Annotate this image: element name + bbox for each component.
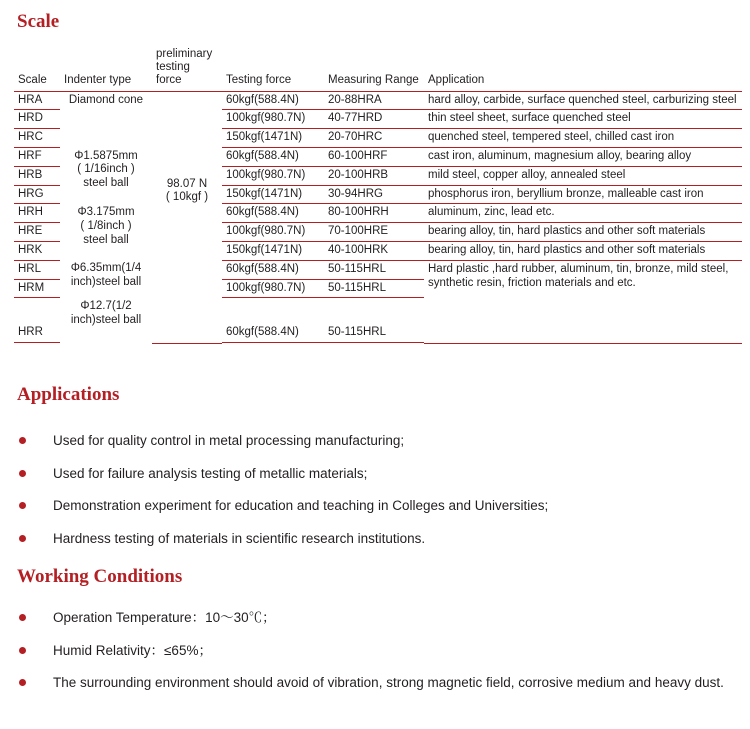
list-item [17,529,727,549]
list-item [17,496,727,516]
indenter-line2: inch)steel ball [70,276,142,289]
table-row [14,204,742,223]
cell-indenter-diamond: Diamond cone [68,93,144,106]
cell-indenter-ball-1-16 [60,148,152,204]
cell-application-merged: Hard plastic ,hard rubber, aluminum, tin, bronze, mild steel, synthetic resin, friction materials and etc. [428,262,729,289]
table-row [14,260,742,279]
list-item-label: The surrounding environment should avoid of vibration, strong magnetic field, corrosive medium and heavy dust. [53,675,724,691]
list-item-label: Demonstration experiment for education and teaching in Colleges and Universities; [53,498,549,514]
cell-application: quenched steel, tempered steel, chilled cast iron [424,129,742,148]
cell-measuring-range: 70-100HRE [324,223,424,242]
cell-measuring-range: 50-115HRL [324,260,424,279]
cell-testing-force: 60kgf(588.4N) [222,91,324,110]
preliminary-force-line2: ( 10kgf ) [165,191,209,204]
cell-measuring-range: 50-115HRL [324,298,424,343]
cell-measuring-range: 40-77HRD [324,110,424,129]
cell-testing-force: 100kgf(980.7N) [222,279,324,298]
bullet-dot-icon [19,614,26,621]
cell-measuring-range: 20-100HRB [324,166,424,185]
cell-scale: HRA [14,91,60,110]
cell-scale: HRG [14,185,60,204]
cell-scale: HRB [14,166,60,185]
page-title-scale: Scale [17,11,60,32]
bullet-dot-icon [19,679,26,686]
cell-testing-force: 60kgf(588.4N) [222,298,324,343]
indenter-line3: steel ball [83,233,129,246]
column-header-testing-force: Testing force [222,47,324,91]
cell-application: bearing alloy, tin, hard plastics and other soft materials [424,223,742,242]
cell-measuring-range: 40-100HRK [324,242,424,261]
list-item-label: Used for failure analysis testing of metallic materials; [53,465,368,481]
list-item [17,641,727,661]
cell-preliminary-force [152,91,222,343]
applications-list [17,431,727,561]
cell-testing-force: 60kgf(588.4N) [222,260,324,279]
cell-testing-force: 60kgf(588.4N) [222,204,324,223]
cell-indenter-ball-1-2 [60,298,152,343]
list-item-label: Humid Relativity：≤65%； [53,642,212,658]
cell-measuring-range: 30-94HRG [324,185,424,204]
cell-measuring-range: 20-88HRA [324,91,424,110]
cell-testing-force: 150kgf(1471N) [222,242,324,261]
cell-application: aluminum, zinc, lead etc. [424,204,742,223]
indenter-line2: ( 1/16inch ) [77,163,135,176]
column-header-preliminary-line2: testing force [156,61,190,87]
indenter-line1: Φ12.7(1/2 [80,299,132,312]
cell-testing-force: 60kgf(588.4N) [222,148,324,167]
bullet-dot-icon [19,647,26,654]
scale-table [14,47,742,344]
indenter-line2: inch)steel ball [70,313,142,326]
indenter-line1: Φ3.175mm [77,205,135,218]
column-header-measuring-range: Measuring Range [324,47,424,91]
cell-application: bearing alloy, tin, hard plastics and other soft materials [424,242,742,261]
table-row [14,148,742,167]
column-header-application: Application [424,47,742,91]
cell-scale: HRC [14,129,60,148]
column-header-indenter: Indenter type [60,47,152,91]
cell-scale: HRH [14,204,60,223]
table-bottom-rule [14,343,742,344]
table-header-row [14,47,742,91]
cell-measuring-range: 20-70HRC [324,129,424,148]
list-item-label: Used for quality control in metal processing manufacturing; [53,433,405,448]
cell-application: hard alloy, carbide, surface quenched steel, carburizing steel [424,91,742,110]
cell-testing-force: 100kgf(980.7N) [222,110,324,129]
cell-scale: HRE [14,223,60,242]
cell-scale: HRR [14,298,60,343]
list-item [17,464,727,484]
indenter-line3: steel ball [83,177,129,190]
cell-application: thin steel sheet, surface quenched steel [424,110,742,129]
column-header-preliminary-line1: preliminary [156,48,213,60]
cell-testing-force: 150kgf(1471N) [222,129,324,148]
list-item-label: Hardness testing of materials in scientific research institutions. [53,530,426,546]
indenter-line1: Φ6.35mm(1/4 [70,262,142,275]
list-item [17,673,727,693]
column-header-scale: Scale [14,47,60,91]
indenter-line2: ( 1/8inch ) [80,219,132,232]
working-conditions-list [17,608,727,706]
bullet-dot-icon [19,502,26,509]
table-row [14,91,742,110]
page-title-working-conditions: Working Conditions [17,566,183,587]
cell-testing-force: 100kgf(980.7N) [222,166,324,185]
cell-application: mild steel, copper alloy, annealed steel [424,166,742,185]
cell-scale: HRF [14,148,60,167]
cell-application: phosphorus iron, beryllium bronze, malleable cast iron [424,185,742,204]
preliminary-force-line1: 98.07 N [166,177,208,190]
cell-scale: HRK [14,242,60,261]
bullet-dot-icon [19,437,26,444]
indenter-line1: Φ1.5875mm [74,149,138,162]
cell-scale: HRM [14,279,60,298]
cell-indenter-ball-1-8 [60,204,152,260]
cell-scale: HRL [14,260,60,279]
bullet-dot-icon [19,535,26,542]
list-item [17,608,727,628]
list-item [17,431,727,451]
cell-measuring-range: 60-100HRF [324,148,424,167]
cell-testing-force: 150kgf(1471N) [222,185,324,204]
cell-application: cast iron, aluminum, magnesium alloy, bearing alloy [424,148,742,167]
bullet-dot-icon [19,470,26,477]
cell-measuring-range: 80-100HRH [324,204,424,223]
column-header-preliminary [152,47,222,91]
cell-indenter-ball-1-4 [60,260,152,298]
cell-measuring-range: 50-115HRL [324,279,424,298]
page-title-applications: Applications [17,384,120,405]
list-item-label: Operation Temperature：10～30℃； [53,610,276,625]
cell-testing-force: 100kgf(980.7N) [222,223,324,242]
cell-scale: HRD [14,110,60,129]
